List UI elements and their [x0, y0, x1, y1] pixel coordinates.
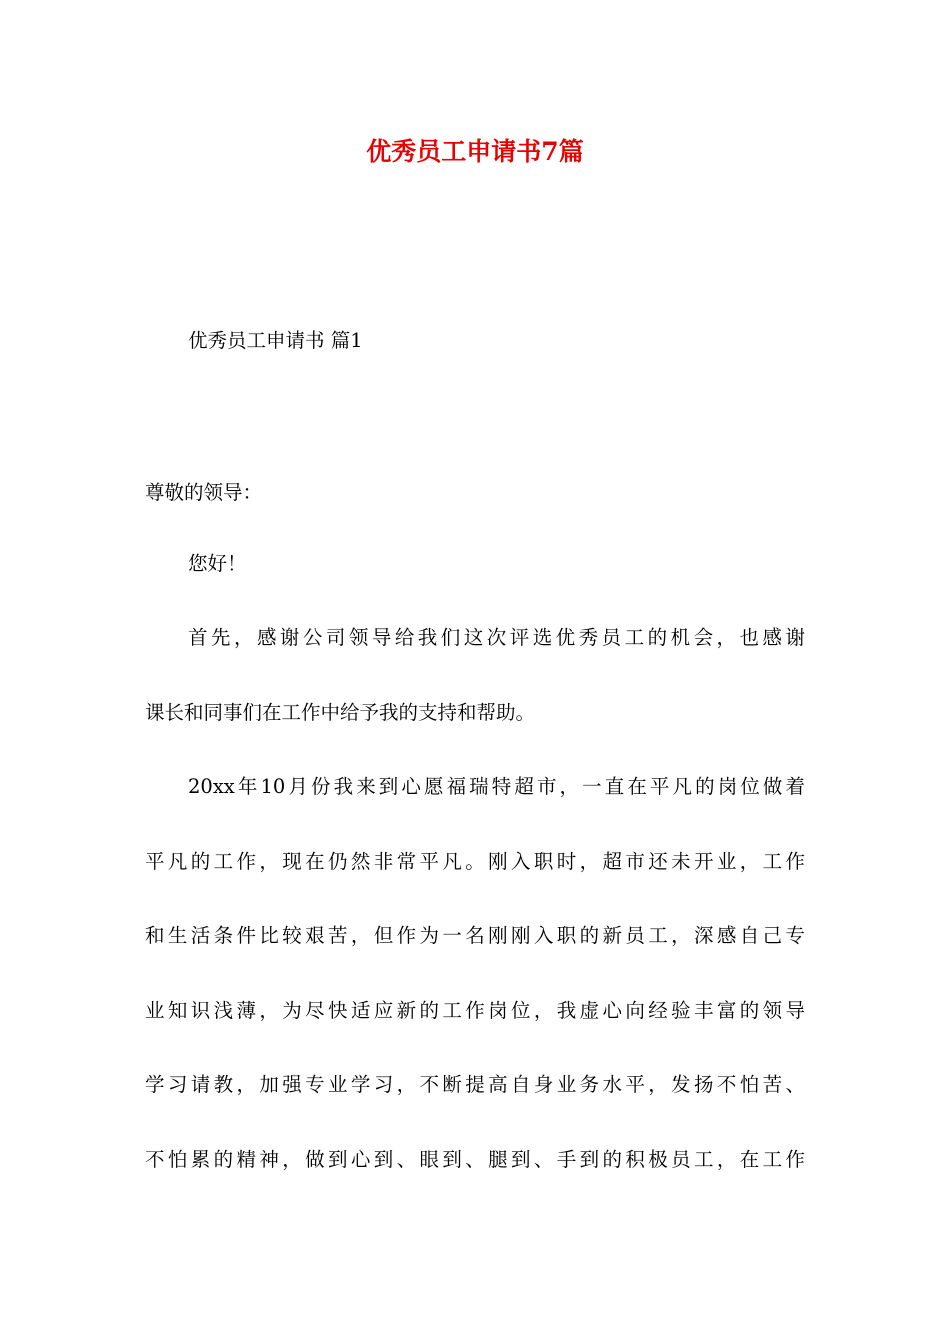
paragraph-line: 课长和同事们在工作中给予我的支持和帮助。: [145, 701, 536, 724]
paragraph-line: 学习请教，加强专业学习，不断提高自身业务水平，发扬不怕苦、: [145, 1073, 805, 1096]
section-heading: 优秀员工申请书 篇1: [188, 329, 363, 352]
paragraph-line: 首先，感谢公司领导给我们这次评选优秀员工的机会，也感谢: [188, 626, 805, 649]
paragraph-line: 平凡的工作，现在仍然非常平凡。刚入职时，超市还未开业，工作: [145, 850, 805, 873]
paragraph-line: 和生活条件比较艰苦，但作为一名刚刚入职的新员工，深感自己专: [145, 924, 805, 947]
paragraph-line: 不怕累的精神，做到心到、眼到、腿到、手到的积极员工，在工作: [145, 1148, 805, 1171]
paragraph-line: 20xx年10月份我来到心愿福瑞特超市，一直在平凡的岗位做着: [188, 775, 805, 798]
greeting: 您好！: [188, 552, 247, 575]
paragraph-line: 业知识浅薄，为尽快适应新的工作岗位，我虚心向经验丰富的领导: [145, 999, 805, 1022]
document-title: 优秀员工申请书7篇: [366, 137, 584, 166]
salutation: 尊敬的领导：: [145, 481, 263, 504]
